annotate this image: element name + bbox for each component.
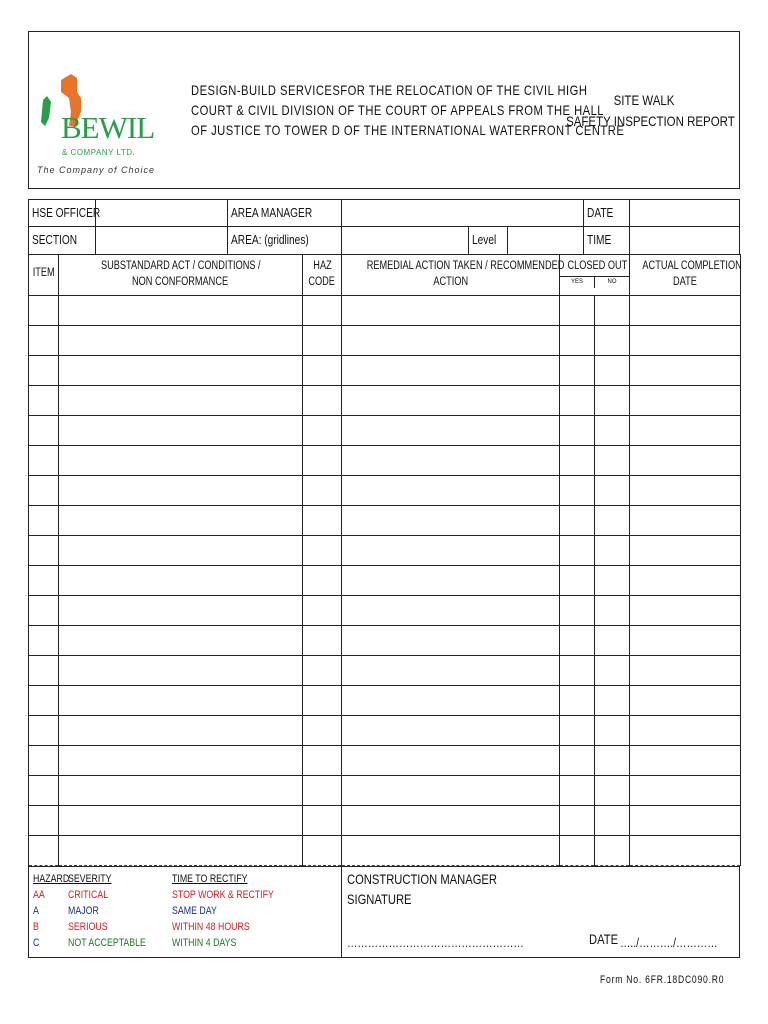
section-label-cell [28,226,96,255]
completion-date-cell[interactable] [630,746,741,776]
item-cell[interactable] [29,536,59,566]
substandard-cell[interactable] [59,446,303,476]
substandard-cell[interactable] [59,746,303,776]
remedial-action-cell[interactable] [342,476,560,506]
remedial-action-cell[interactable] [342,566,560,596]
project-title-line: OF JUSTICE TO TOWER D OF THE INTERNATIONAL WATERFRONT CENTRE [191,122,625,138]
substandard-cell[interactable] [59,716,303,746]
area-manager-label: AREA MANAGER [231,205,313,220]
completion-date-cell[interactable] [630,656,741,686]
substandard-cell[interactable] [59,506,303,536]
closed-yes-cell[interactable] [560,806,595,836]
table-row [29,746,741,776]
closed-yes-cell[interactable] [560,776,595,806]
substandard-cell[interactable] [59,656,303,686]
completion-header-line1: ACTUAL COMPLETION [642,260,742,272]
completion-date-cell[interactable] [630,626,741,656]
remedial-header-line2: ACTION [433,276,468,288]
closed-yes-cell[interactable] [560,416,595,446]
closed-no-cell[interactable] [595,506,630,536]
item-cell[interactable] [29,476,59,506]
substandard-cell[interactable] [59,626,303,656]
completion-date-cell[interactable] [630,836,741,866]
time-to-rectify-value: STOP WORK & RECTIFY [172,889,274,901]
item-header-text: ITEM [32,267,55,279]
haz-code-cell[interactable] [303,476,342,506]
remedial-action-header [342,255,565,296]
haz-code-cell[interactable] [303,386,342,416]
area-label: AREA: (gridlines) [231,232,309,247]
substandard-cell[interactable] [59,536,303,566]
table-row [29,416,741,446]
haz-code-cell[interactable] [303,506,342,536]
haz-code-cell[interactable] [303,686,342,716]
haz-code-cell[interactable] [303,296,342,326]
date-field[interactable] [629,199,740,227]
yes-subheader: YES [571,279,584,285]
closed-yes-cell[interactable] [560,836,595,866]
date-label-cell [583,199,630,227]
substandard-cell[interactable] [59,296,303,326]
time-to-rectify-value: WITHIN 48 HOURS [172,921,250,933]
form-number [600,974,759,986]
remedial-action-cell[interactable] [342,686,560,716]
level-label: Level [472,232,497,247]
area-field[interactable] [341,226,469,255]
item-cell[interactable] [29,296,59,326]
closed-no-cell[interactable] [595,446,630,476]
table-row [29,656,741,686]
substandard-cell[interactable] [59,566,303,596]
completion-date-cell[interactable] [630,776,741,806]
item-header [29,255,59,296]
report-title-line: SITE WALK [613,92,675,108]
closed-yes-cell[interactable] [560,296,595,326]
time-field[interactable] [629,226,740,255]
item-cell[interactable] [29,776,59,806]
completion-date-cell[interactable] [630,506,741,536]
completion-date-header [630,255,741,296]
closed-no-cell[interactable] [595,596,630,626]
closed-no-cell[interactable] [595,386,630,416]
completion-date-cell[interactable] [630,446,741,476]
hazard-header: HAZARD [33,873,70,885]
completion-date-cell[interactable] [630,716,741,746]
project-title-line: COURT & CIVIL DIVISION OF THE COURT OF APPEALS FROM THE HALL [191,102,605,118]
signature-label-line2: SIGNATURE [347,891,412,907]
substandard-cell[interactable] [59,386,303,416]
substandard-cell[interactable] [59,836,303,866]
substandard-cell[interactable] [59,776,303,806]
haz-code-header [303,255,342,296]
severity-value: MAJOR [68,905,99,917]
completion-date-cell[interactable] [630,356,741,386]
completion-date-cell[interactable] [630,416,741,446]
item-cell[interactable] [29,326,59,356]
item-cell[interactable] [29,506,59,536]
remedial-action-cell[interactable] [342,536,560,566]
closed-yes-cell[interactable] [560,716,595,746]
item-cell[interactable] [29,686,59,716]
hazard-code: AA [33,889,45,901]
remedial-action-cell[interactable] [342,326,560,356]
closed-yes-cell[interactable] [560,356,595,386]
signature-date-field[interactable]: …../………./………… [620,935,718,950]
signature-line[interactable]: …………………………………………… [347,935,524,950]
remedial-action-cell[interactable] [342,836,560,866]
completion-date-cell[interactable] [630,536,741,566]
signature-label-line1: CONSTRUCTION MANAGER [347,871,497,887]
table-row [29,716,741,746]
hazard-code: A [33,905,39,917]
substandard-cell[interactable] [59,326,303,356]
hse-officer-field[interactable] [95,199,228,227]
remedial-action-cell[interactable] [342,746,560,776]
item-cell[interactable] [29,356,59,386]
substandard-cell[interactable] [59,806,303,836]
closed-no-cell[interactable] [595,416,630,446]
table-body [29,296,741,866]
report-title-line: SAFETY INSPECTION REPORT [566,113,735,129]
closed-yes-cell[interactable] [560,566,595,596]
no-subheader: NO [594,277,629,288]
haz-code-cell[interactable] [303,836,342,866]
date-label: DATE [587,205,614,220]
table-row [29,386,741,416]
closed-no-cell[interactable] [595,326,630,356]
time-label: TIME [587,232,612,247]
item-cell[interactable] [29,566,59,596]
haz-code-cell[interactable] [303,326,342,356]
item-cell[interactable] [29,416,59,446]
haz-code-cell[interactable] [303,746,342,776]
hazard-legend [28,866,342,958]
table-row [29,446,741,476]
closed-yes-cell[interactable] [560,506,595,536]
table-row [29,356,741,386]
project-title [191,80,625,140]
hse-officer-label-cell [28,199,101,227]
substandard-cell[interactable] [59,356,303,386]
completion-date-cell[interactable] [630,386,741,416]
signature-box [341,866,740,958]
haz-code-cell[interactable] [303,416,342,446]
closed-no-cell[interactable] [595,776,630,806]
haz-code-cell[interactable] [303,356,342,386]
report-title [549,90,739,132]
table-row [29,536,741,566]
table-row [29,686,741,716]
haz-code-cell[interactable] [303,566,342,596]
project-title-line: DESIGN-BUILD SERVICESFOR THE RELOCATION OF THE CIVIL HIGH [191,82,588,98]
remedial-action-cell[interactable] [342,716,560,746]
closed-no-cell[interactable] [595,806,630,836]
remedial-action-cell[interactable] [342,446,560,476]
table-row [29,476,741,506]
remedial-action-cell[interactable] [342,806,560,836]
time-to-rectify-value: WITHIN 4 DAYS [172,937,237,949]
haz-code-cell[interactable] [303,446,342,476]
item-cell[interactable] [29,446,59,476]
closed-no-cell[interactable] [595,356,630,386]
hazard-code: B [33,921,39,933]
completion-date-cell[interactable] [630,596,741,626]
haz-code-cell[interactable] [303,596,342,626]
closed-no-cell[interactable] [595,476,630,506]
completion-header-line2: DATE [673,276,697,288]
table-row [29,596,741,626]
remedial-action-cell[interactable] [342,296,560,326]
item-cell[interactable] [29,836,59,866]
substandard-cell[interactable] [59,686,303,716]
closed-out-subheader [560,276,629,288]
completion-date-cell[interactable] [630,476,741,506]
area-label-cell [227,226,342,255]
substandard-cell[interactable] [59,596,303,626]
table-row [29,806,741,836]
table-row [29,566,741,596]
haz-code-cell[interactable] [303,626,342,656]
completion-date-cell[interactable] [630,806,741,836]
item-cell[interactable] [29,386,59,416]
closed-yes-cell[interactable] [560,626,595,656]
closed-no-cell[interactable] [595,746,630,776]
area-manager-field[interactable] [341,199,584,227]
severity-header: SEVERITY [68,873,112,885]
remedial-action-cell[interactable] [342,506,560,536]
substandard-cell[interactable] [59,416,303,446]
closed-yes-cell[interactable] [560,746,595,776]
table-header-row [29,255,741,296]
closed-no-cell[interactable] [595,566,630,596]
item-cell[interactable] [29,626,59,656]
remedial-action-cell[interactable] [342,776,560,806]
area-manager-label-cell [227,199,342,227]
closed-yes-cell[interactable] [560,386,595,416]
severity-value: SERIOUS [68,921,108,933]
table-row [29,296,741,326]
remedial-action-cell[interactable] [342,656,560,686]
completion-date-cell[interactable] [630,296,741,326]
table-row [29,836,741,866]
closed-no-cell[interactable] [595,686,630,716]
closed-no-cell[interactable] [595,836,630,866]
hazard-code: C [33,937,40,949]
closed-out-header [560,255,630,296]
table-row [29,626,741,656]
remedial-action-cell[interactable] [342,386,560,416]
severity-value: CRITICAL [68,889,109,901]
item-cell[interactable] [29,806,59,836]
substandard-header [59,255,303,296]
completion-date-cell[interactable] [630,566,741,596]
level-field[interactable] [507,226,584,255]
time-to-rectify-value: SAME DAY [172,905,217,917]
closed-yes-cell[interactable] [560,596,595,626]
haz-header-line2: CODE [308,276,336,288]
remedial-header-line1: REMEDIAL ACTION TAKEN / RECOMMENDED [366,260,565,272]
item-cell[interactable] [29,656,59,686]
haz-header-line1: HAZ [312,260,332,272]
hse-officer-label: HSE OFFICER [32,205,101,220]
severity-value: NOT ACCEPTABLE [68,937,146,949]
haz-code-cell[interactable] [303,776,342,806]
remedial-action-cell[interactable] [342,596,560,626]
time-to-rectify-header: TIME TO RECTIFY [172,873,248,885]
closed-no-cell[interactable] [595,536,630,566]
closed-yes-cell[interactable] [560,656,595,686]
form-number-text: Form No. 6FR.18DC090.R0 [600,974,725,986]
remedial-action-cell[interactable] [342,626,560,656]
haz-code-cell[interactable] [303,656,342,686]
time-label-cell [583,226,630,255]
closed-yes-cell[interactable] [560,446,595,476]
substandard-header-line1: SUBSTANDARD ACT / CONDITIONS / [100,260,261,272]
level-label-cell [468,226,508,255]
closed-no-cell[interactable] [595,656,630,686]
table-row [29,776,741,806]
logo-subtitle: & COMPANY LTD. [62,148,136,157]
item-cell[interactable] [29,596,59,626]
logo-tagline: The Company of Choice [37,165,156,175]
signature-date-label: DATE [589,931,619,947]
inspection-table [28,254,741,866]
section-label: SECTION [32,232,78,247]
haz-code-cell[interactable] [303,716,342,746]
closed-no-cell[interactable] [595,716,630,746]
section-field[interactable] [95,226,228,255]
remedial-action-cell[interactable] [342,356,560,386]
closed-yes-cell[interactable] [560,326,595,356]
report-header [28,31,740,189]
closed-no-cell[interactable] [595,626,630,656]
item-cell[interactable] [29,746,59,776]
closed-yes-cell[interactable] [560,536,595,566]
closed-no-cell[interactable] [595,296,630,326]
completion-date-cell[interactable] [630,686,741,716]
item-cell[interactable] [29,716,59,746]
completion-date-cell[interactable] [630,326,741,356]
haz-code-cell[interactable] [303,536,342,566]
logo-name: BEWIL [61,110,155,145]
table-row [29,506,741,536]
haz-code-cell[interactable] [303,806,342,836]
table-row [29,326,741,356]
substandard-header-line2: NON CONFORMANCE [132,276,229,288]
closed-yes-cell[interactable] [560,476,595,506]
remedial-action-cell[interactable] [342,416,560,446]
closed-yes-cell[interactable] [560,686,595,716]
substandard-cell[interactable] [59,476,303,506]
closed-out-header-text: CLOSED OUT [567,260,628,272]
